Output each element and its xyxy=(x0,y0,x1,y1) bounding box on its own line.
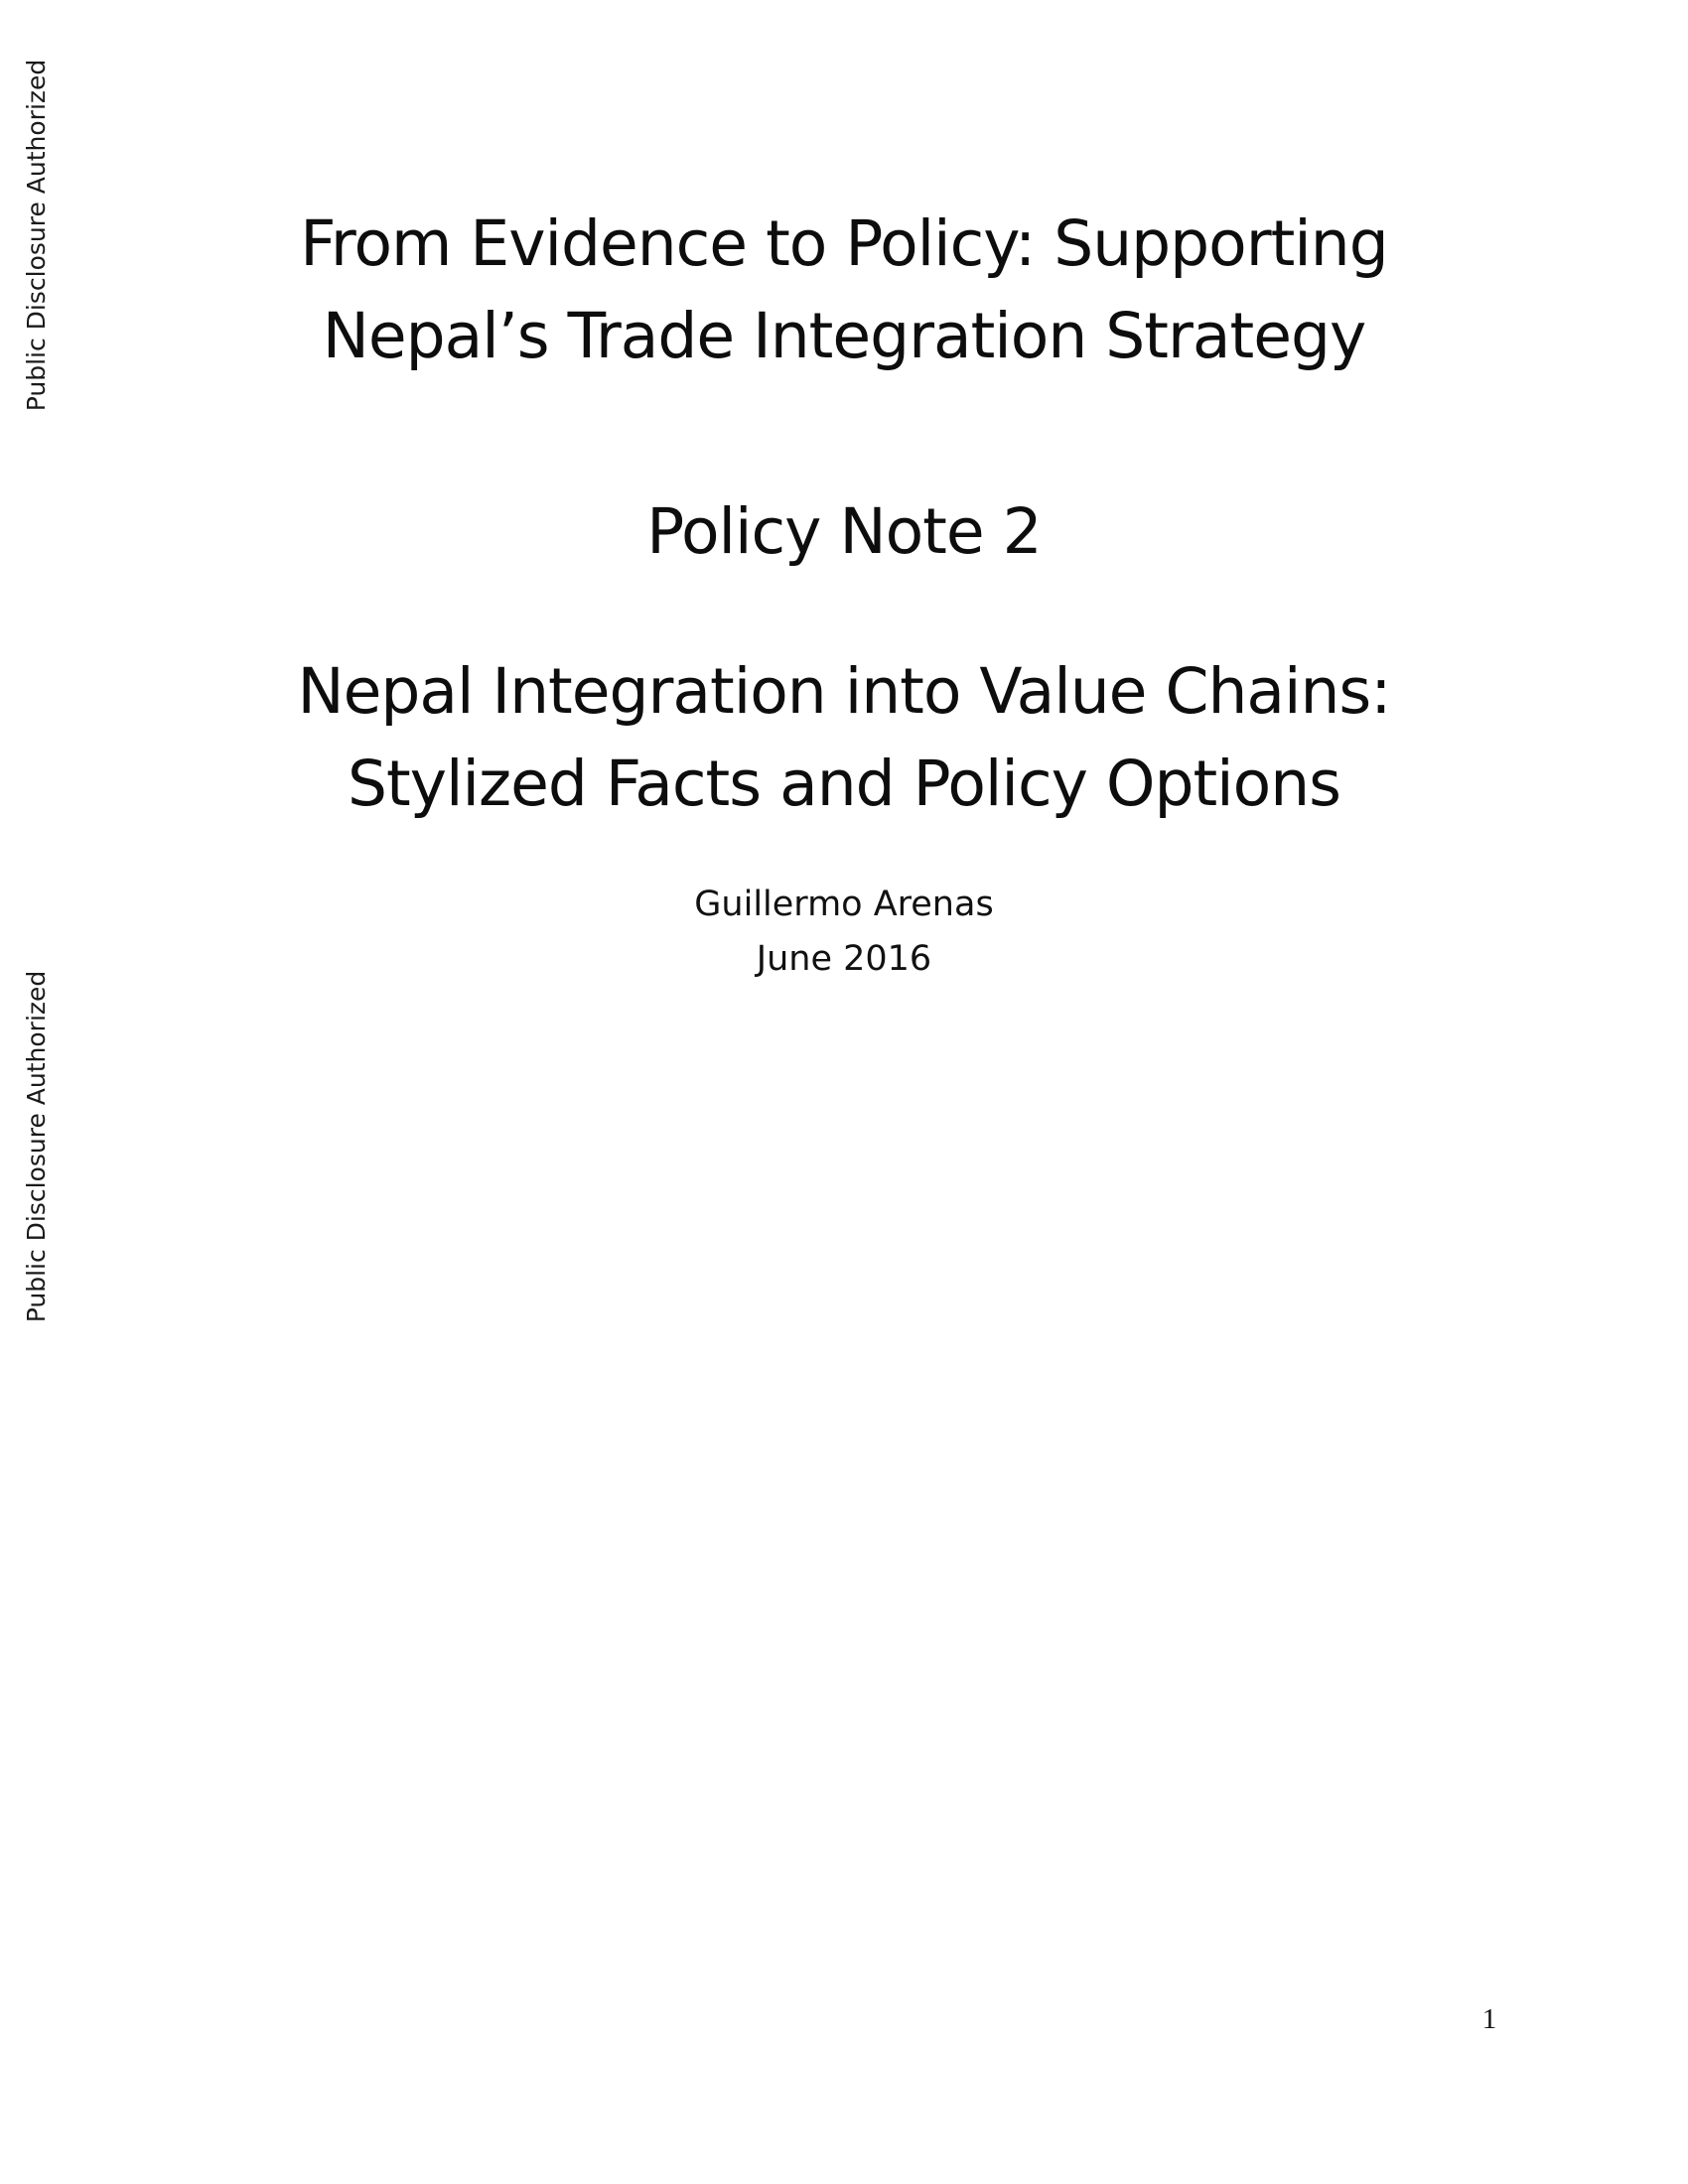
subtitle-line-2: Stylized Facts and Policy Options xyxy=(348,748,1340,820)
policy-note-heading xyxy=(0,485,1688,578)
disclosure-watermark-top: Public Disclosure Authorized xyxy=(22,59,51,412)
disclosure-watermark-middle: Public Disclosure Authorized xyxy=(22,970,51,1323)
document-subtitle xyxy=(0,645,1688,830)
page-number: 1 xyxy=(1481,2003,1497,2035)
document-title xyxy=(0,198,1688,382)
title-line-2: Nepal’s Trade Integration Strategy xyxy=(322,300,1366,372)
title-line-1: From Evidence to Policy: Supporting xyxy=(300,207,1388,280)
subtitle-line-1: Nepal Integration into Value Chains: xyxy=(297,655,1391,728)
policy-note-label: Policy Note 2 xyxy=(646,495,1042,568)
publication-date: June 2016 xyxy=(756,939,932,979)
author-name: Guillermo Arenas xyxy=(694,885,994,924)
